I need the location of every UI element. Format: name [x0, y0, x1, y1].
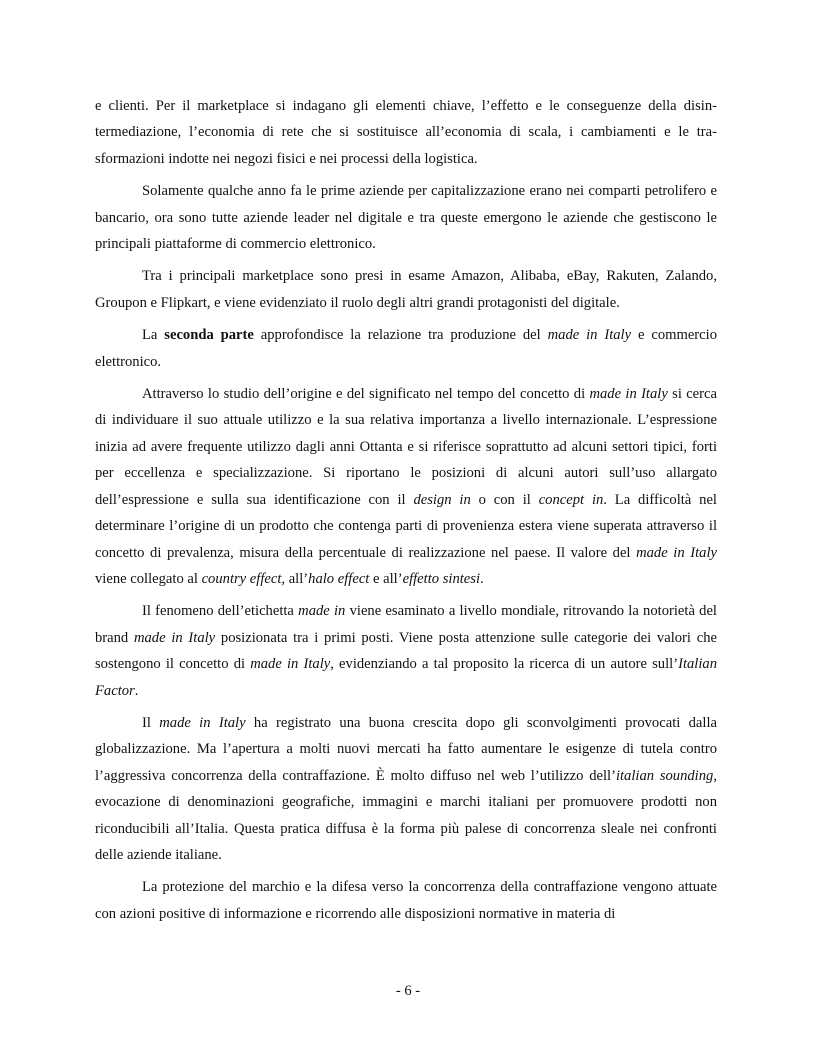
emphasis-italic: halo effect: [308, 570, 370, 587]
paragraph-p2: [95, 178, 717, 257]
text-run: .: [134, 682, 139, 699]
paragraph-p5: [95, 381, 717, 592]
emphasis-italic: made in Italy: [589, 386, 668, 403]
emphasis-italic: made in Italy: [133, 629, 216, 646]
emphasis-italic: country effect: [201, 570, 282, 587]
page-body: [95, 93, 717, 933]
emphasis-italic: Italian Factor: [95, 656, 717, 699]
emphasis-bold: seconda parte: [164, 327, 254, 344]
text-run: , evocazione di denominazioni geografiche, immagini e marchi italiani per promuovere prodotti non riconducibili all’Italia. Questa pratica diffusa è la forma più palese di concorrenza sleale nei confronti delle aziende italiane.: [95, 767, 717, 863]
text-run: o con il: [470, 491, 539, 508]
emphasis-italic: italian sounding: [615, 767, 714, 784]
text-run: Solamente qualche anno fa le prime aziende per capitalizzazione erano nei comparti petrolifero e bancario, ora sono tutte aziende leader nel digitale e tra queste emergono le aziende che gestiscono le principali piattaforme di commercio elettronico.: [95, 183, 717, 253]
text-run: , evidenziando a tal proposito la ricerca di un autore sull’: [330, 656, 679, 673]
emphasis-italic: design in: [413, 491, 471, 508]
text-run: e commercio elettronico.: [95, 327, 717, 370]
text-run: si cerca di individuare il suo attuale utilizzo e la sua relativa importanza a livello internazionale. L’espressione inizia ad avere frequente utilizzo dagli anni Ottanta e si riferisce soprattutto ad alcuni settori tipici, forti per eccellenza e specializzazione. Si riportano le posizioni di alcuni autori sull’uso allargato dell’espressione e sulla sua identificazione con il: [95, 386, 717, 508]
paragraph-p1: [95, 93, 717, 172]
text-run: La protezione del marchio e la difesa verso la concorrenza della contraffazione vengono attuate con azioni positive di informazione e ricorrendo alle disposizioni normative in materia di: [95, 879, 717, 922]
text-run: e clienti. Per il marketplace si indagano gli elementi chiave, l’effetto e le conseguenze della disintermediazione, l’economia di rete che si sostituisce all’economia di scala, i cambiamenti e le trasformazioni indotte nei negozi fisici e nei processi della logistica.: [95, 98, 717, 167]
text-run: Il fenomeno dell’etichetta: [142, 603, 299, 620]
text-run: posizionata tra i primi posti. Viene posta attenzione sulle categorie dei valori che sostengono il concetto di: [95, 629, 717, 673]
emphasis-italic: concept in: [538, 491, 604, 508]
text-run: viene collegato al: [95, 570, 202, 587]
paragraph-p3: [95, 263, 717, 316]
text-run: .: [480, 570, 484, 587]
text-run: approfondisce la relazione tra produzione del: [253, 327, 548, 344]
text-run: e all’: [369, 570, 403, 587]
text-run: Attraverso lo studio dell’origine e del significato nel tempo del concetto di: [142, 386, 590, 403]
text-run: , all’: [281, 570, 309, 587]
text-run: Il: [142, 714, 160, 731]
text-run: La: [142, 327, 165, 344]
emphasis-italic: made in: [298, 603, 346, 620]
text-run: viene esaminato a livello mondiale, ritrovando la notorietà del brand: [95, 603, 717, 646]
paragraph-p6: [95, 598, 717, 704]
paragraph-p8: [95, 874, 717, 927]
emphasis-italic: made in Italy: [636, 544, 717, 561]
emphasis-italic: effetto sintesi: [402, 570, 481, 587]
emphasis-italic: made in Italy: [547, 327, 632, 344]
page-number: - 6 -: [395, 983, 421, 999]
text-run: . La difficoltà nel determinare l’origine di un prodotto che contenga parti di provenienza estera viene superata attraverso il concetto di prevalenza, misura della percentuale di realizzazione nel paese. Il valore del: [95, 491, 717, 561]
paragraph-p4: [95, 322, 717, 375]
emphasis-italic: made in Italy: [250, 656, 331, 673]
text-run: ha registrato una buona crescita dopo gli sconvolgimenti provocati dalla globalizzazione. Ma l’apertura a molti nuovi mercati ha fatto aumentare le esigenze di tutela contro l’aggressiva concorrenza della contraffazione. È molto diffuso nel web l’utilizzo dell’: [95, 714, 717, 784]
emphasis-italic: made in Italy: [159, 714, 246, 731]
text-run: Tra i principali marketplace sono presi in esame Amazon, Alibaba, eBay, Rakuten, Zalando, Groupon e Flipkart, e viene evidenziato il ruolo degli altri grandi protagonisti del digitale.: [95, 268, 717, 311]
paragraph-p7: [95, 710, 717, 868]
